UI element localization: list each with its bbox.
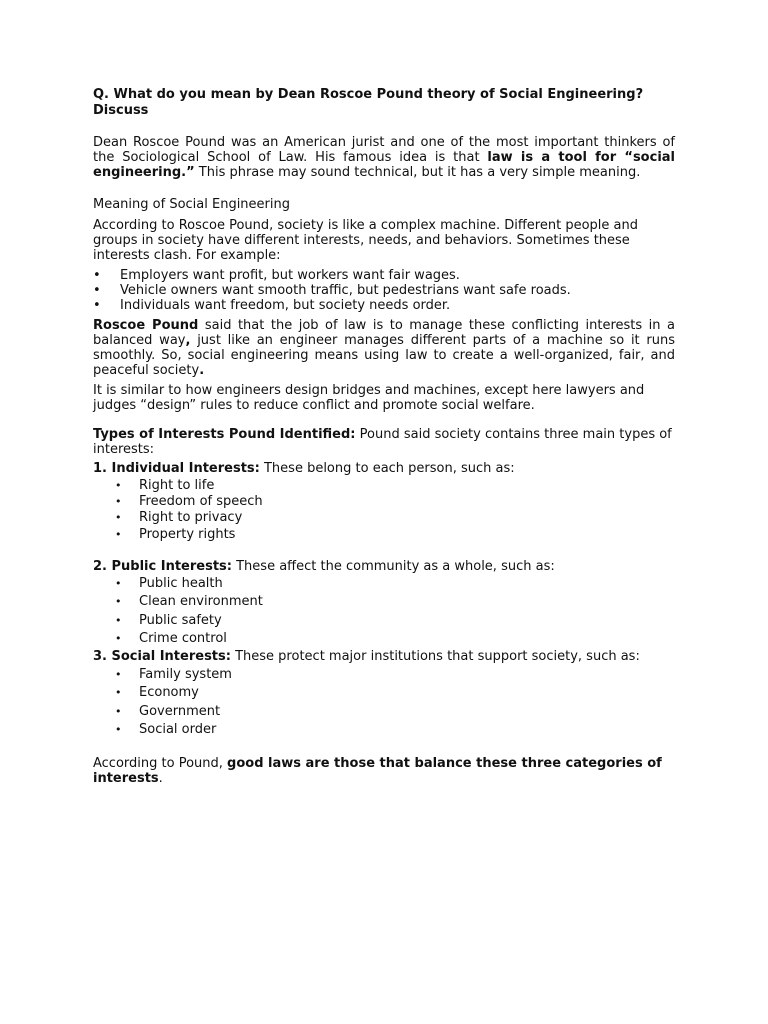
list-item: • Vehicle owners want smooth traffic, but pedestrians want safe roads. <box>93 283 675 298</box>
pound-text-a: said that the job of law is to manage these conflicting interests in a balanced way <box>93 318 676 348</box>
list-item: • Family system <box>113 666 675 685</box>
public-heading <box>93 559 675 574</box>
conclusion-bold: good laws are those that balance these three categories of interests <box>93 755 662 786</box>
conclusion-paragraph <box>93 756 675 786</box>
intro-paragraph <box>93 135 675 180</box>
conclusion-text-a: According to Pound, <box>93 755 228 771</box>
list-item: • Public safety <box>113 612 675 631</box>
social-text: These protect major institutions that support society, such as: <box>230 648 640 664</box>
question-title: Q. What do you mean by Dean Roscoe Pound theory of Social Engineering? Discuss <box>93 87 644 118</box>
meaning-heading: Meaning of Social Engineering <box>93 197 290 212</box>
list-item: • Employers want profit, but workers want fair wages. <box>93 268 675 283</box>
pound-bold-comma: , <box>185 333 191 348</box>
examples-list <box>93 268 675 313</box>
social-heading <box>93 649 675 664</box>
list-item: • Clean environment <box>113 593 675 612</box>
individual-label: 1. Individual Interests: <box>93 461 260 476</box>
intro-bold: law is a tool for “social engineering.” <box>93 150 675 180</box>
pound-paragraph <box>93 318 675 378</box>
individual-heading <box>93 461 675 476</box>
pound-bold-name: Roscoe Pound <box>93 318 199 333</box>
list-item: • Public health <box>113 575 675 594</box>
list-item: • Individuals want freedom, but society needs order. <box>93 298 675 313</box>
individual-list <box>113 478 675 543</box>
public-label: 2. Public Interests: <box>93 558 232 574</box>
social-label: 3. Social Interests: <box>93 648 231 664</box>
list-item: • Crime control <box>113 630 675 649</box>
public-text: These affect the community as a whole, such as: <box>231 558 555 574</box>
list-item: • Freedom of speech <box>113 494 675 510</box>
list-item: • Government <box>113 703 675 722</box>
types-paragraph <box>93 427 675 457</box>
types-text: Pound said society contains three main types of interests: <box>93 427 672 457</box>
list-item: • Economy <box>113 684 675 703</box>
intro-text-b: This phrase may sound technical, but it has a very simple meaning. <box>194 165 641 180</box>
types-bold: Types of Interests Pound Identified: <box>93 427 356 442</box>
intro-text-a: Dean Roscoe Pound was an American jurist and one of the most important thinkers of the Sociological School of Law. His famous idea is that <box>93 135 675 165</box>
document-page <box>93 87 675 786</box>
list-item: • Right to life <box>113 478 675 494</box>
list-item: • Social order <box>113 721 675 740</box>
pound-text-b: just like an engineer manages different parts of a machine so it runs smoothly. So, social engineering means using law to create a well-organized, fair, and peaceful society <box>93 333 676 378</box>
social-list <box>113 666 675 740</box>
conclusion-text-b: . <box>158 770 163 786</box>
list-item: • Right to privacy <box>113 510 675 526</box>
pound-bold-period: . <box>199 363 205 378</box>
public-list <box>113 575 675 649</box>
similar-paragraph: It is similar to how engineers design bridges and machines, except here lawyers and judges “design” rules to reduce conflict and promote social welfare. <box>93 383 645 413</box>
individual-text: These belong to each person, such as: <box>259 461 515 476</box>
list-item: • Property rights <box>113 527 675 543</box>
meaning-paragraph: According to Roscoe Pound, society is like a complex machine. Different people and groups in society have different interests, needs, and behaviors. Sometimes these interests clash. For example: <box>93 218 638 263</box>
